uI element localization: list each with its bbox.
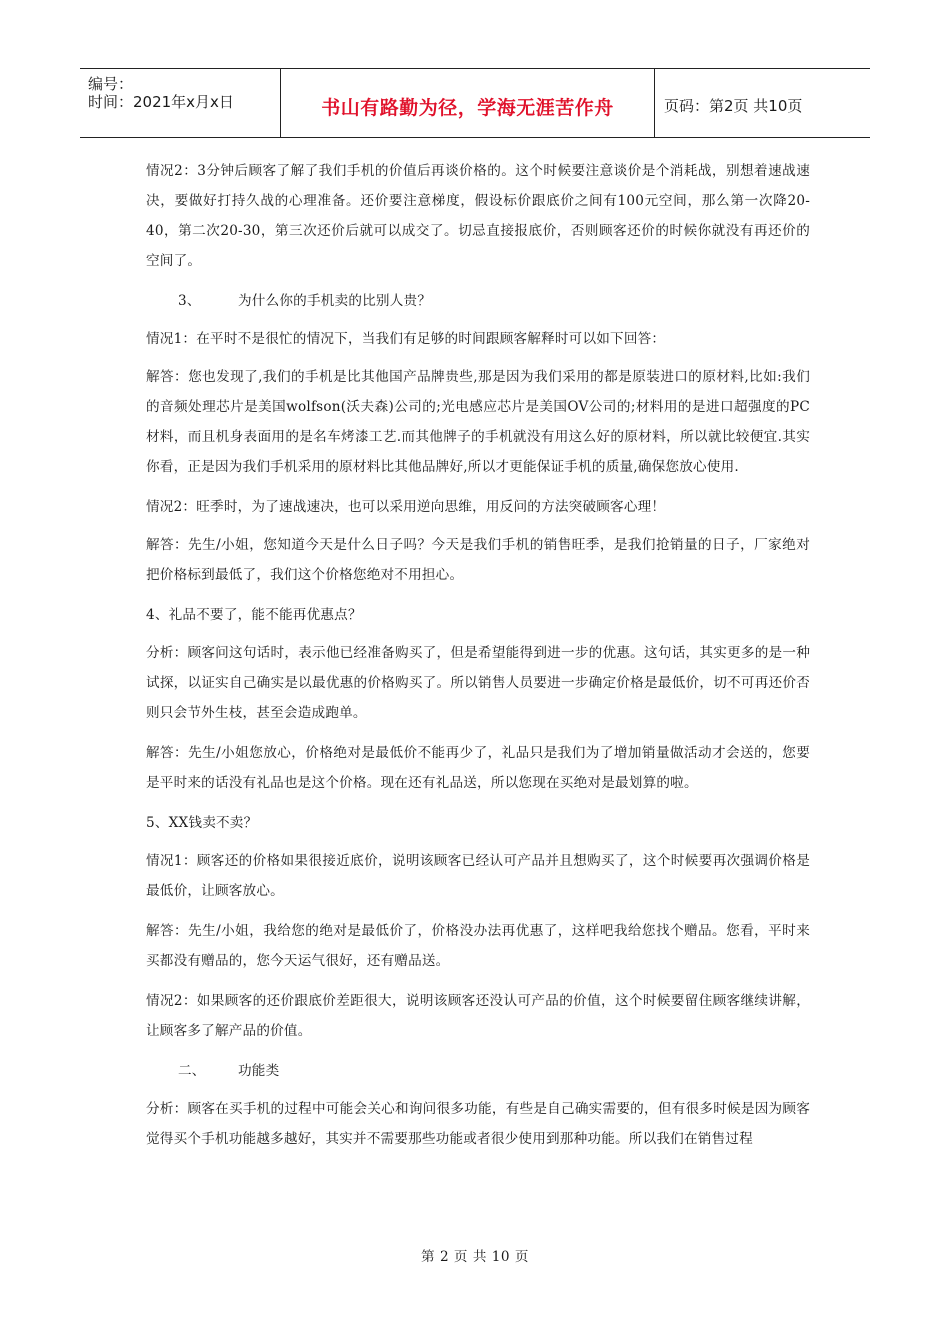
header-motto: 书山有路勤为径，学海无涯苦作舟 <box>321 97 614 119</box>
header-page-cell <box>655 69 870 137</box>
document-body <box>146 156 810 1164</box>
question-3-heading <box>146 286 810 316</box>
question-4-heading: 4、礼品不要了，能不能再优惠点？ <box>146 607 362 623</box>
question-5-heading: 5、XX钱卖不卖？ <box>146 815 258 831</box>
paragraph-q5-situation-2: 情况2：如果顾客的还价跟底价差距很大，说明该顾客还没认可产品的价值，这个时候要留住顾客继续讲解，让顾客多了解产品的价值。 <box>146 993 810 1039</box>
page-footer: 第 2 页 共 10 页 <box>421 1249 529 1265</box>
header-meta-cell <box>80 69 281 137</box>
paragraph-q4-analysis: 分析：顾客问这句话时，表示他已经准备购买了，但是希望能得到进一步的优惠。这句话，其实更多的是一种试探，以证实自己确实是以最优惠的价格购买了。所以销售人员要进一步确定价格是最低价，切不可再还价否则只会节外生枝，甚至会造成跑单。 <box>146 645 810 721</box>
paragraph-q5-answer: 解答：先生/小姐，我给您的绝对是最低价了，价格没办法再优惠了，这样吧我给您找个赠品。您看，平时来买都没有赠品的，您今天运气很好，还有赠品送。 <box>146 923 810 969</box>
header-motto-cell <box>281 69 655 137</box>
section-2-heading <box>146 1056 810 1086</box>
paragraph-q3-situation-1: 情况1：在平时不是很忙的情况下，当我们有足够的时间跟顾客解释时可以如下回答： <box>146 331 666 347</box>
document-number-label: 编号： <box>88 75 134 93</box>
question-3-text: 为什么你的手机卖的比别人贵？ <box>238 293 432 309</box>
section-2-number: 二、 <box>178 1063 206 1079</box>
question-3-number: 3、 <box>178 293 201 309</box>
header-page-info: 页码：第2页 共10页 <box>664 97 803 115</box>
paragraph-price-situation-2: 情况2：3分钟后顾客了解了我们手机的价值后再谈价格的。这个时候要注意谈价是个消耗战，别想着速战速决，要做好打持久战的心理准备。还价要注意梯度，假设标价跟底价之间有100元空间，那么第一次降20-40，第二次20-30，第三次还价后就可以成交了。切忌直接报底价，否则顾客还价的时候你就没有再还价的空间了。 <box>146 163 810 269</box>
paragraph-q3-answer-2: 解答：先生/小姐，您知道今天是什么日子吗？今天是我们手机的销售旺季，是我们抢销量的日子，厂家绝对把价格标到最低了，我们这个价格您绝对不用担心。 <box>146 537 810 583</box>
document-date-label: 时间：2021年x月x日 <box>88 93 234 111</box>
paragraph-q4-answer: 解答：先生/小姐您放心，价格绝对是最低价不能再少了，礼品只是我们为了增加销量做活动才会送的，您要是平时来的话没有礼品也是这个价格。现在还有礼品送，所以您现在买绝对是最划算的啦。 <box>146 745 810 791</box>
paragraph-q5-situation-1: 情况1：顾客还的价格如果很接近底价，说明该顾客已经认可产品并且想购买了，这个时候要再次强调价格是最低价，让顾客放心。 <box>146 853 810 899</box>
paragraph-q3-answer-1: 解答：您也发现了,我们的手机是比其他国产品牌贵些,那是因为我们采用的都是原装进口的原材料,比如:我们的音频处理芯片是美国wolfson(沃夫森)公司的;光电感应芯片是美国OV公司的;材料用的是进口超强度的PC材料，而且机身表面用的是名车烤漆工艺.而其他牌子的手机就没有用这么好的原材料，所以就比较便宜.其实你看，正是因为我们手机采用的原材料比其他品牌好,所以才更能保证手机的质量,确保您放心使用. <box>146 369 810 475</box>
header-table <box>80 68 870 138</box>
paragraph-function-analysis: 分析：顾客在买手机的过程中可能会关心和询问很多功能，有些是自己确实需要的，但有很多时候是因为顾客觉得买个手机功能越多越好，其实并不需要那些功能或者很少使用到那种功能。所以我们在销售过程 <box>146 1101 810 1147</box>
paragraph-q3-situation-2: 情况2：旺季时，为了速战速决，也可以采用逆向思维，用反问的方法突破顾客心理！ <box>146 499 666 515</box>
section-2-title: 功能类 <box>238 1063 280 1079</box>
